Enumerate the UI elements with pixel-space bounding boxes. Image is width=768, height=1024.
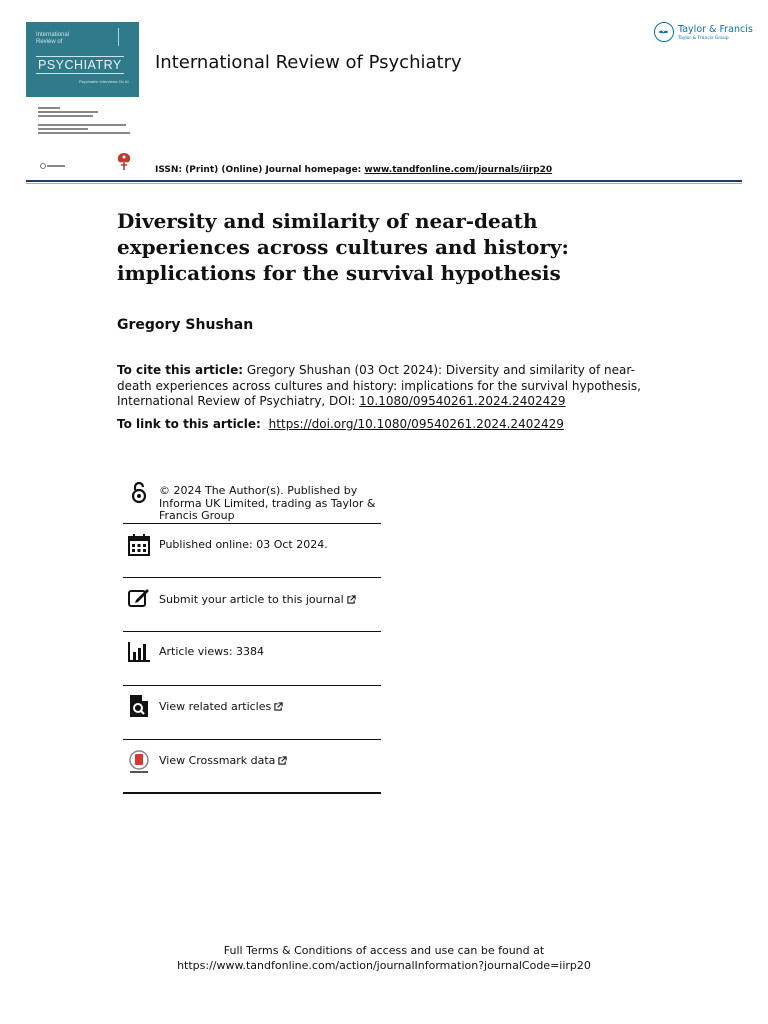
license-text: © 2024 The Author(s). Published by Informa UK Limited, trading as Taylor & Francis Group <box>159 484 376 522</box>
search-document-icon <box>127 694 151 718</box>
article-info-list <box>123 476 381 794</box>
doi-link[interactable]: 10.1080/09540261.2024.2402429 <box>359 394 566 408</box>
crossmark-text: View Crossmark data <box>159 754 276 767</box>
edit-icon <box>127 586 151 610</box>
publisher-emblem-icon <box>115 151 133 171</box>
tf-bird-icon <box>655 23 672 40</box>
issn-label: ISSN: (Print) (Online) Journal homepage: <box>155 165 362 175</box>
footer-terms-url[interactable]: https://www.tandfonline.com/action/journalInformation?journalCode=iirp20 <box>177 959 591 972</box>
license-row <box>123 476 381 524</box>
article-link-line <box>117 417 564 431</box>
cite-label: To cite this article: <box>117 363 244 377</box>
views-text: Article views: 3384 <box>159 645 265 658</box>
publisher-name: Taylor & Francis <box>678 24 753 35</box>
journal-homepage-link[interactable]: www.tandfonline.com/journals/iirp20 <box>364 165 553 175</box>
article-author: Gregory Shushan <box>117 317 254 333</box>
external-link-icon <box>278 756 287 765</box>
issn-line <box>155 165 552 175</box>
cover-title: PSYCHIATRY <box>38 58 122 72</box>
submit-row[interactable] <box>123 578 381 632</box>
header-divider-thin <box>26 183 742 184</box>
crossmark-icon <box>127 750 151 774</box>
header-divider <box>26 180 742 182</box>
taylor-francis-logo[interactable] <box>654 22 753 46</box>
cover-line-2: Review of <box>36 39 63 45</box>
related-text: View related articles <box>159 700 272 713</box>
published-text: Published online: 03 Oct 2024. <box>159 538 328 551</box>
cover-line-1: International <box>36 32 70 38</box>
journal-cover <box>26 22 139 97</box>
bar-chart-icon <box>127 640 151 664</box>
publisher-group: Taylor & Francis Group <box>678 36 729 41</box>
footer-line-1: Full Terms & Conditions of access and use can be found at <box>223 944 545 957</box>
citation-block <box>117 363 657 410</box>
journal-title: International Review of Psychiatry <box>155 52 462 73</box>
tf-circle-icon <box>654 22 674 42</box>
external-link-icon <box>347 595 356 604</box>
editorial-logo-icon <box>40 163 66 169</box>
submit-link[interactable] <box>159 594 356 607</box>
article-title: Diversity and similarity of near-death experiences across cultures and history: implications for the survival hypothesis <box>117 209 569 285</box>
cover-decoration <box>118 28 131 46</box>
related-link[interactable] <box>159 701 283 714</box>
cite-text: Gregory Shushan (03 Oct 2024): Diversity and similarity of near-death experiences across cultures and history: implications for the survival hypothesis, International Review of Psychiatry, DOI: <box>117 363 641 408</box>
crossmark-link[interactable] <box>159 755 287 768</box>
terms-footer <box>0 943 768 973</box>
related-row[interactable] <box>123 686 381 740</box>
article-doi-url[interactable]: https://doi.org/10.1080/09540261.2024.2402429 <box>268 417 564 431</box>
link-label: To link to this article: <box>117 417 261 431</box>
cover-subtitle: Psychiatric Interviews On AI <box>79 79 129 84</box>
published-row <box>123 524 381 578</box>
cover-editors-block <box>38 107 138 136</box>
calendar-icon <box>127 533 151 557</box>
open-access-icon <box>127 481 151 505</box>
external-link-icon <box>274 702 283 711</box>
views-row <box>123 632 381 686</box>
crossmark-row[interactable] <box>123 740 381 794</box>
submit-text: Submit your article to this journal <box>159 593 344 606</box>
